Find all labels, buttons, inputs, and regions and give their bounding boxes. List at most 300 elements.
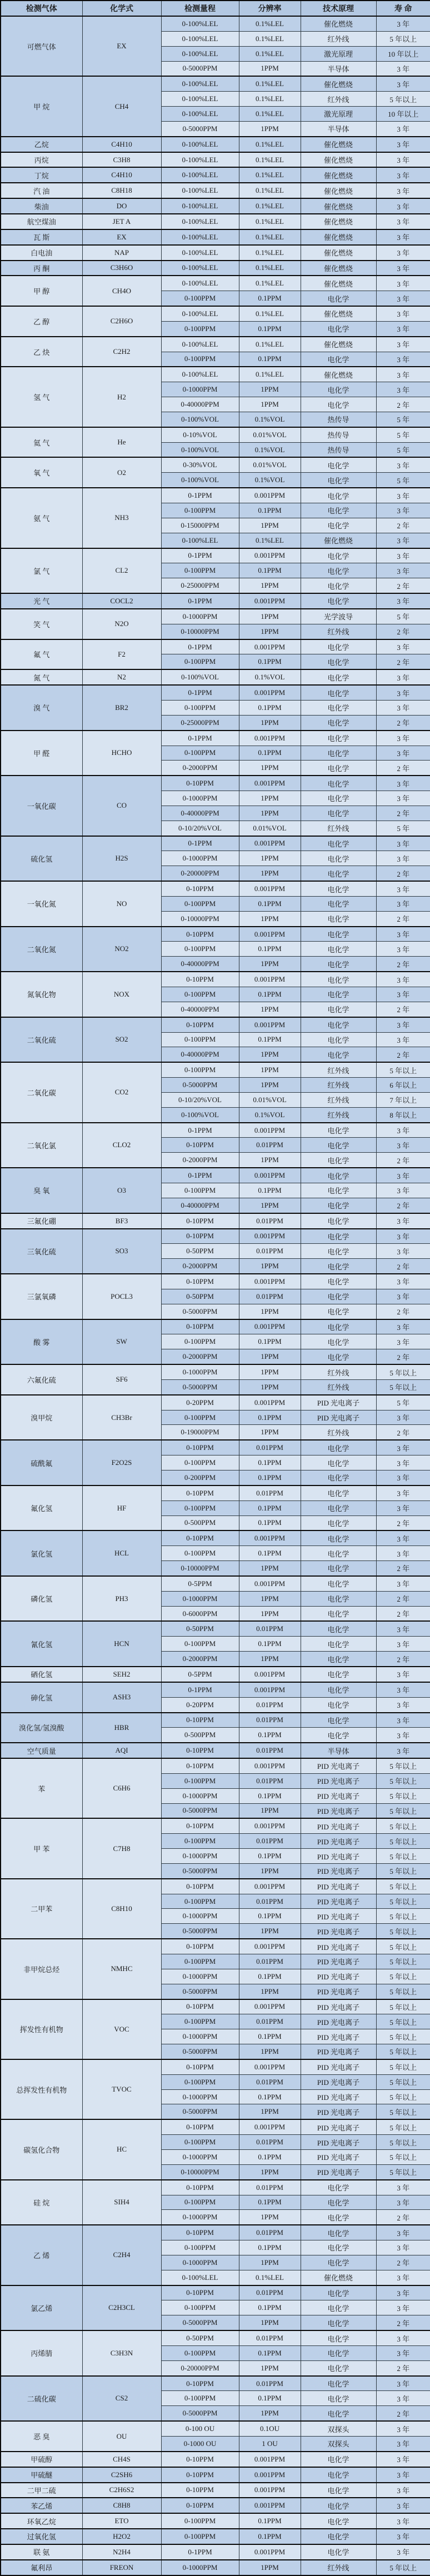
formula-cell: ETO — [82, 2513, 161, 2529]
lifespan-cell: 3 年 — [376, 16, 430, 31]
resolution-cell: 0.01PPM — [239, 1697, 301, 1712]
range-cell: 0-500PPM — [161, 1515, 239, 1530]
range-cell: 0-10PPM — [161, 1138, 239, 1153]
principle-cell: 电化学 — [301, 1334, 376, 1349]
range-cell: 0-100PPM — [161, 1894, 239, 1909]
range-cell: 0-10PPM — [161, 1758, 239, 1773]
range-cell: 0-100PPM — [161, 987, 239, 1002]
resolution-cell: 0.001PPM — [239, 1168, 301, 1183]
lifespan-cell: 3 年 — [376, 2498, 430, 2513]
principle-cell: 电化学 — [301, 1274, 376, 1289]
resolution-cell: 0.1%LEL — [239, 31, 301, 46]
formula-cell: H2 — [82, 367, 161, 427]
range-cell: 0-1000PPM — [161, 1969, 239, 1984]
formula-cell: TVOC — [82, 2059, 161, 2119]
lifespan-cell: 3 年 — [376, 1621, 430, 1636]
resolution-cell: 0.1%LEL — [239, 46, 301, 61]
spec-row-clo2-0 — [1, 1123, 430, 1138]
resolution-cell: 0.1PPM — [239, 896, 301, 911]
lifespan-cell: 2 年 — [376, 761, 430, 776]
principle-cell: 红外线 — [301, 1092, 376, 1107]
formula-cell: C8H8 — [82, 2498, 161, 2513]
resolution-cell: 0.1%LEL — [239, 533, 301, 548]
spec-row-co2-0 — [1, 1062, 430, 1077]
resolution-cell: 0.01PPM — [239, 2180, 301, 2195]
lifespan-cell: 3 年 — [376, 337, 430, 352]
resolution-cell: 0.01PPM — [239, 1773, 301, 1788]
range-cell: 0-100PPM — [161, 1455, 239, 1470]
principle-cell: 电化学 — [301, 1576, 376, 1591]
lifespan-cell: 5 年以上 — [376, 2089, 430, 2104]
principle-cell: 电化学 — [301, 1440, 376, 1455]
principle-cell: 电化学 — [301, 1713, 376, 1728]
resolution-cell: 0.01PPM — [239, 2074, 301, 2089]
range-cell: 0-100PPM — [161, 2074, 239, 2089]
formula-cell: O2 — [82, 457, 161, 488]
resolution-cell: 0.1PPM — [239, 1909, 301, 1924]
spec-row-eto-0 — [1, 2513, 430, 2529]
lifespan-cell: 3 年 — [376, 2300, 430, 2315]
lifespan-cell: 3 年 — [376, 382, 430, 397]
resolution-cell: 0.001PPM — [239, 2544, 301, 2560]
principle-cell: 电化学 — [301, 2483, 376, 2498]
principle-cell: 电化学 — [301, 2300, 376, 2315]
resolution-cell: 1PPM — [239, 1002, 301, 1017]
principle-cell: PID 光电离子 — [301, 1788, 376, 1803]
spec-row-so3-0 — [1, 1229, 430, 1244]
gas-name-cell: 氟利昂 — [1, 2560, 82, 2575]
principle-cell: 红外线 — [301, 624, 376, 639]
range-cell: 0-100%LEL — [161, 229, 239, 245]
resolution-cell: 0.01PPM — [239, 2376, 301, 2391]
lifespan-cell: 3 年 — [376, 2240, 430, 2255]
spec-row-pocl3-0 — [1, 1274, 430, 1289]
resolution-cell: 0.001PPM — [239, 1682, 301, 1697]
lifespan-cell: 5 年以上 — [376, 1834, 430, 1849]
range-cell: 0-1000PPM — [161, 1364, 239, 1379]
range-cell: 0-100%LEL — [161, 76, 239, 91]
resolution-cell: 0.1%LEL — [239, 306, 301, 321]
principle-cell: 催化燃烧 — [301, 337, 376, 352]
formula-cell: SF6 — [82, 1364, 161, 1395]
lifespan-cell: 3 年 — [376, 214, 430, 229]
resolution-cell: 1PPM — [239, 2315, 301, 2330]
lifespan-cell: 2 年 — [376, 1515, 430, 1530]
lifespan-cell: 3 年 — [376, 1637, 430, 1652]
gas-name-cell: 氨 气 — [1, 488, 82, 548]
formula-cell: HCN — [82, 1621, 161, 1667]
resolution-cell: 0.001PPM — [239, 2483, 301, 2498]
spec-row-c2sh6-0 — [1, 2467, 430, 2483]
gas-name-cell: 氟 气 — [1, 639, 82, 670]
resolution-cell: 0.1PPM — [239, 291, 301, 306]
gas-name-cell: 臭 氧 — [1, 1168, 82, 1213]
spec-row-ash3-0 — [1, 1682, 430, 1697]
principle-cell: 热传导 — [301, 427, 376, 442]
range-cell: 0-10PPM — [161, 1713, 239, 1728]
lifespan-cell: 3 年 — [376, 851, 430, 866]
principle-cell: 红外线 — [301, 92, 376, 107]
resolution-cell: 0.001PPM — [239, 548, 301, 563]
lifespan-cell: 3 年 — [376, 927, 430, 942]
range-cell: 0-1000PPM — [161, 2029, 239, 2044]
resolution-cell: 0.001PPM — [239, 1017, 301, 1032]
gas-name-cell: 二甲苯 — [1, 1879, 82, 1939]
principle-cell: 电化学 — [301, 1289, 376, 1304]
range-cell: 0-100%LEL — [161, 137, 239, 152]
principle-cell: PID 光电离子 — [301, 1924, 376, 1939]
resolution-cell: 0.001PPM — [239, 1395, 301, 1410]
gas-name-cell: 溴 气 — [1, 685, 82, 731]
lifespan-cell: 5 年以上 — [376, 31, 430, 46]
resolution-cell: 0.1PPM — [239, 1849, 301, 1864]
lifespan-cell: 3 年 — [376, 321, 430, 336]
gas-name-cell: 六氟化硫 — [1, 1364, 82, 1395]
spec-row-hcn-0 — [1, 1621, 430, 1636]
formula-cell: ASH3 — [82, 1682, 161, 1713]
formula-cell: NO2 — [82, 927, 161, 972]
gas-name-cell: 氮氧化物 — [1, 972, 82, 1017]
resolution-cell: 0.01%VOL — [239, 1092, 301, 1107]
resolution-cell: 1PPM — [239, 2104, 301, 2119]
resolution-cell: 1PPM — [239, 866, 301, 881]
principle-cell: PID 光电离子 — [301, 1773, 376, 1788]
range-cell: 0-30%VOL — [161, 457, 239, 472]
range-cell: 0-5000PPM — [161, 1924, 239, 1939]
lifespan-cell: 10 年以上 — [376, 46, 430, 61]
lifespan-cell: 3 年 — [376, 896, 430, 911]
principle-cell: 电化学 — [301, 1455, 376, 1470]
range-cell: 0-10PPM — [161, 1274, 239, 1289]
resolution-cell: 0.1PPM — [239, 1032, 301, 1047]
gas-name-cell: 过氧化氢 — [1, 2529, 82, 2544]
resolution-cell: 0.01%VOL — [239, 427, 301, 442]
formula-cell: SW — [82, 1319, 161, 1365]
principle-cell: 电化学 — [301, 1682, 376, 1697]
resolution-cell: 1PPM — [239, 2406, 301, 2421]
resolution-cell: 1PPM — [239, 851, 301, 866]
resolution-cell: 0.1PPM — [239, 1637, 301, 1652]
range-cell: 0-5000PPM — [161, 1803, 239, 1818]
resolution-cell: 0.1%LEL — [239, 261, 301, 276]
gas-name-cell: 甲 醇 — [1, 276, 82, 306]
range-cell: 0-100%LEL — [161, 31, 239, 46]
range-cell: 0-100PPM — [161, 746, 239, 761]
lifespan-cell: 3 年 — [376, 1289, 430, 1304]
range-cell: 0-10000PPM — [161, 1561, 239, 1576]
range-cell: 0-100PPM — [161, 291, 239, 306]
principle-cell: 电化学 — [301, 2225, 376, 2240]
lifespan-cell: 3 年 — [376, 2180, 430, 2195]
resolution-cell: 0.01PPM — [239, 1138, 301, 1153]
principle-cell: 电化学 — [301, 1304, 376, 1319]
principle-cell: 红外线 — [301, 1078, 376, 1093]
principle-cell: 热传导 — [301, 412, 376, 427]
gas-name-cell: 汽 油 — [1, 183, 82, 198]
resolution-cell: 0.1PPM — [239, 503, 301, 518]
range-cell: 0-2000PPM — [161, 1349, 239, 1364]
resolution-cell: 0.1PPM — [239, 1470, 301, 1485]
principle-cell: PID 光电离子 — [301, 1894, 376, 1909]
principle-cell: 电化学 — [301, 715, 376, 730]
lifespan-cell: 3 年 — [376, 276, 430, 291]
resolution-cell: 0.1PPM — [239, 2149, 301, 2164]
principle-cell: 电化学 — [301, 2513, 376, 2529]
principle-cell: 电化学 — [301, 685, 376, 700]
resolution-cell: 0.1PPM — [239, 1969, 301, 1984]
lifespan-cell: 2 年 — [376, 2315, 430, 2330]
resolution-cell: 0.1%VOL — [239, 1107, 301, 1122]
lifespan-cell: 2 年 — [376, 1591, 430, 1606]
range-cell: 0-6000PPM — [161, 1606, 239, 1621]
formula-cell: N2 — [82, 669, 161, 685]
range-cell: 0-100PPM — [161, 321, 239, 336]
formula-cell: CO2 — [82, 1062, 161, 1122]
resolution-cell: 0.001PPM — [239, 593, 301, 609]
formula-cell: CH4O — [82, 276, 161, 306]
gas-name-cell: 磷化氢 — [1, 1576, 82, 1622]
lifespan-cell: 2 年 — [376, 1153, 430, 1168]
resolution-cell: 0.1%LEL — [239, 92, 301, 107]
lifespan-cell: 5 年以上 — [376, 2074, 430, 2089]
gas-name-cell: 甲硫醚 — [1, 2467, 82, 2483]
principle-cell: 催化燃烧 — [301, 2270, 376, 2285]
range-cell: 0-100%LEL — [161, 306, 239, 321]
lifespan-cell: 5 年 — [376, 821, 430, 836]
principle-cell: PID 光电离子 — [301, 1999, 376, 2014]
formula-cell: NAP — [82, 245, 161, 261]
lifespan-cell: 3 年 — [376, 1470, 430, 1485]
resolution-cell: 0.01PPM — [239, 1289, 301, 1304]
lifespan-cell: 3 年 — [376, 942, 430, 957]
gas-name-cell: 挥发性有机物 — [1, 1999, 82, 2059]
resolution-cell: 0.001PPM — [239, 685, 301, 700]
principle-cell: 电化学 — [301, 1123, 376, 1138]
principle-cell: 电化学 — [301, 473, 376, 488]
principle-cell: 电化学 — [301, 1621, 376, 1636]
lifespan-cell: 5 年 — [376, 473, 430, 488]
resolution-cell: 0.001PPM — [239, 2119, 301, 2134]
lifespan-cell: 10 年以上 — [376, 107, 430, 122]
principle-cell: 激光原理 — [301, 46, 376, 61]
range-cell: 0-100PPM — [161, 942, 239, 957]
range-cell: 0-100PPM — [161, 2529, 239, 2544]
lifespan-cell: 3 年 — [376, 1274, 430, 1289]
resolution-cell: 0.1PPM — [239, 1728, 301, 1743]
principle-cell: PID 光电离子 — [301, 2044, 376, 2059]
principle-cell: 电化学 — [301, 1213, 376, 1229]
formula-cell: CL2 — [82, 548, 161, 594]
range-cell: 0-100%VOL — [161, 412, 239, 427]
gas-name-cell: 氟化氢 — [1, 1485, 82, 1531]
range-cell: 0-1PPM — [161, 685, 239, 700]
gas-name-cell: 氦 气 — [1, 427, 82, 458]
gas-name-cell: 柴油 — [1, 198, 82, 214]
resolution-cell: 0.1PPM — [239, 1546, 301, 1561]
range-cell: 0-10PPM — [161, 2059, 239, 2074]
principle-cell: 电化学 — [301, 1546, 376, 1561]
lifespan-cell: 3 年 — [376, 291, 430, 306]
principle-cell: 电化学 — [301, 2330, 376, 2345]
principle-cell: PID 光电离子 — [301, 1395, 376, 1410]
resolution-cell: 1PPM — [239, 382, 301, 397]
resolution-cell: 0.001PPM — [239, 972, 301, 987]
range-cell: 0-100%LEL — [161, 2270, 239, 2285]
principle-cell: 催化燃烧 — [301, 229, 376, 245]
lifespan-cell: 3 年 — [376, 2437, 430, 2452]
resolution-cell: 0.001PPM — [239, 1758, 301, 1773]
gas-name-cell: 硫酰氟 — [1, 1440, 82, 1485]
range-cell: 0-100PPM — [161, 2014, 239, 2029]
lifespan-cell: 3 年 — [376, 2452, 430, 2467]
spec-row-cs2-0 — [1, 2376, 430, 2391]
formula-cell: C2H6S2 — [82, 2483, 161, 2498]
range-cell: 0-10%VOL — [161, 427, 239, 442]
range-cell: 0-1PPM — [161, 593, 239, 609]
range-cell: 0-100PPM — [161, 1500, 239, 1515]
resolution-cell: 0.1%LEL — [239, 76, 301, 91]
resolution-cell: 0.001PPM — [239, 1879, 301, 1894]
lifespan-cell: 5 年以上 — [376, 92, 430, 107]
principle-cell: 电化学 — [301, 654, 376, 669]
principle-cell: 电化学 — [301, 2360, 376, 2375]
lifespan-cell: 3 年 — [376, 352, 430, 367]
resolution-cell: 0.1PPM — [239, 352, 301, 367]
resolution-cell: 0.1PPM — [239, 1455, 301, 1470]
resolution-cell: 0.001PPM — [239, 1939, 301, 1954]
formula-cell: C4H10 — [82, 167, 161, 183]
principle-cell: 电化学 — [301, 1168, 376, 1183]
range-cell: 0-100PPM — [161, 1183, 239, 1198]
formula-cell: SIH4 — [82, 2180, 161, 2225]
resolution-cell: 0.1%VOL — [239, 669, 301, 685]
spec-row-nmhc-0 — [1, 1939, 430, 1954]
spec-row-c2h2-0 — [1, 337, 430, 352]
lifespan-cell: 3 年 — [376, 1138, 430, 1153]
principle-cell: 电化学 — [301, 382, 376, 397]
range-cell: 0-10PPM — [161, 776, 239, 791]
range-cell: 0-10000PPM — [161, 624, 239, 639]
resolution-cell: 0.1PPM — [239, 2513, 301, 2529]
lifespan-cell: 3 年 — [376, 776, 430, 791]
range-cell: 0-100%VOL — [161, 1107, 239, 1122]
resolution-cell: 0.1%LEL — [239, 337, 301, 352]
lifespan-cell: 3 年 — [376, 121, 430, 136]
gas-name-cell: 酸 雾 — [1, 1319, 82, 1365]
lifespan-cell: 3 年 — [376, 229, 430, 245]
gas-name-cell: 甲 苯 — [1, 1818, 82, 1878]
lifespan-cell: 3 年 — [376, 1713, 430, 1728]
resolution-cell: 0.1%LEL — [239, 214, 301, 229]
range-cell: 0-100%LEL — [161, 198, 239, 214]
range-cell: 0-100%VOL — [161, 473, 239, 488]
lifespan-cell: 3 年 — [376, 306, 430, 321]
principle-cell: 电化学 — [301, 2210, 376, 2225]
principle-cell: 电化学 — [301, 1591, 376, 1606]
range-cell: 0-100PPM — [161, 2240, 239, 2255]
lifespan-cell: 3 年 — [376, 152, 430, 168]
gas-name-cell: 硫化氢 — [1, 836, 82, 882]
range-cell: 0-10PPM — [161, 2180, 239, 2195]
range-cell: 0-1PPM — [161, 1123, 239, 1138]
lifespan-cell: 3 年 — [376, 1410, 430, 1425]
formula-cell: CO — [82, 776, 161, 836]
lifespan-cell: 3 年 — [376, 2345, 430, 2360]
table-body — [1, 16, 430, 2575]
principle-cell: 催化燃烧 — [301, 76, 376, 91]
formula-cell: CS2 — [82, 2376, 161, 2422]
resolution-cell: 1PPM — [239, 1561, 301, 1576]
principle-cell: 电化学 — [301, 2452, 376, 2467]
range-cell: 0-10PPM — [161, 1485, 239, 1500]
range-cell: 0-40000PPM — [161, 957, 239, 972]
lifespan-cell: 3 年 — [376, 1213, 430, 1229]
range-cell: 0-1000PPM — [161, 2560, 239, 2575]
principle-cell: PID 光电离子 — [301, 2135, 376, 2150]
range-cell: 0-100PPM — [161, 2391, 239, 2406]
gas-name-cell: 苯乙烯 — [1, 2498, 82, 2513]
range-cell: 0-40000PPM — [161, 1002, 239, 1017]
spec-row-c8h10-0 — [1, 1879, 430, 1894]
principle-cell: 电化学 — [301, 2315, 376, 2330]
principle-cell: 催化燃烧 — [301, 276, 376, 291]
principle-cell: 电化学 — [301, 1198, 376, 1213]
range-cell: 0-10PPM — [161, 2498, 239, 2513]
principle-cell: 催化燃烧 — [301, 367, 376, 382]
column-header-range: 检测量程 — [161, 1, 239, 16]
principle-cell: 电化学 — [301, 2391, 376, 2406]
principle-cell: PID 光电离子 — [301, 2119, 376, 2134]
lifespan-cell: 3 年 — [376, 972, 430, 987]
range-cell: 0-500PPM — [161, 1728, 239, 1743]
principle-cell: 电化学 — [301, 2195, 376, 2210]
range-cell: 0-5PPM — [161, 1576, 239, 1591]
principle-cell: PID 光电离子 — [301, 2074, 376, 2089]
lifespan-cell: 6 年以上 — [376, 1078, 430, 1093]
lifespan-cell: 3 年 — [376, 1334, 430, 1349]
resolution-cell: 0.001PPM — [239, 731, 301, 746]
resolution-cell: 1PPM — [239, 1364, 301, 1379]
principle-cell: 电化学 — [301, 896, 376, 911]
spec-row-cocl2-0 — [1, 593, 430, 609]
range-cell: 0-50PPM — [161, 1244, 239, 1259]
resolution-cell: 0.001PPM — [239, 488, 301, 503]
range-cell: 0-40000PPM — [161, 806, 239, 821]
lifespan-cell: 3 年 — [376, 731, 430, 746]
lifespan-cell: 3 年 — [376, 1123, 430, 1138]
lifespan-cell: 5 年以上 — [376, 1849, 430, 1864]
principle-cell: 电化学 — [301, 669, 376, 685]
range-cell: 0-100PPM — [161, 503, 239, 518]
principle-cell: 电化学 — [301, 1002, 376, 1017]
formula-cell: C4H10 — [82, 137, 161, 152]
gas-name-cell: 总挥发性有机物 — [1, 2059, 82, 2119]
gas-name-cell: 氧 气 — [1, 457, 82, 488]
range-cell: 0-5000PPM — [161, 2104, 239, 2119]
principle-cell: 电化学 — [301, 457, 376, 472]
spec-row-nox-0 — [1, 972, 430, 987]
spec-row-hcl-0 — [1, 1530, 430, 1545]
lifespan-cell: 2 年 — [376, 957, 430, 972]
principle-cell: 电化学 — [301, 639, 376, 654]
range-cell: 0-50PPM — [161, 1289, 239, 1304]
lifespan-cell: 5 年以上 — [376, 1879, 430, 1894]
spec-row-seh2-0 — [1, 1667, 430, 1682]
principle-cell: PID 光电离子 — [301, 2104, 376, 2119]
lifespan-cell: 2 年 — [376, 1606, 430, 1621]
principle-cell: 电化学 — [301, 1561, 376, 1576]
formula-cell: DO — [82, 198, 161, 214]
